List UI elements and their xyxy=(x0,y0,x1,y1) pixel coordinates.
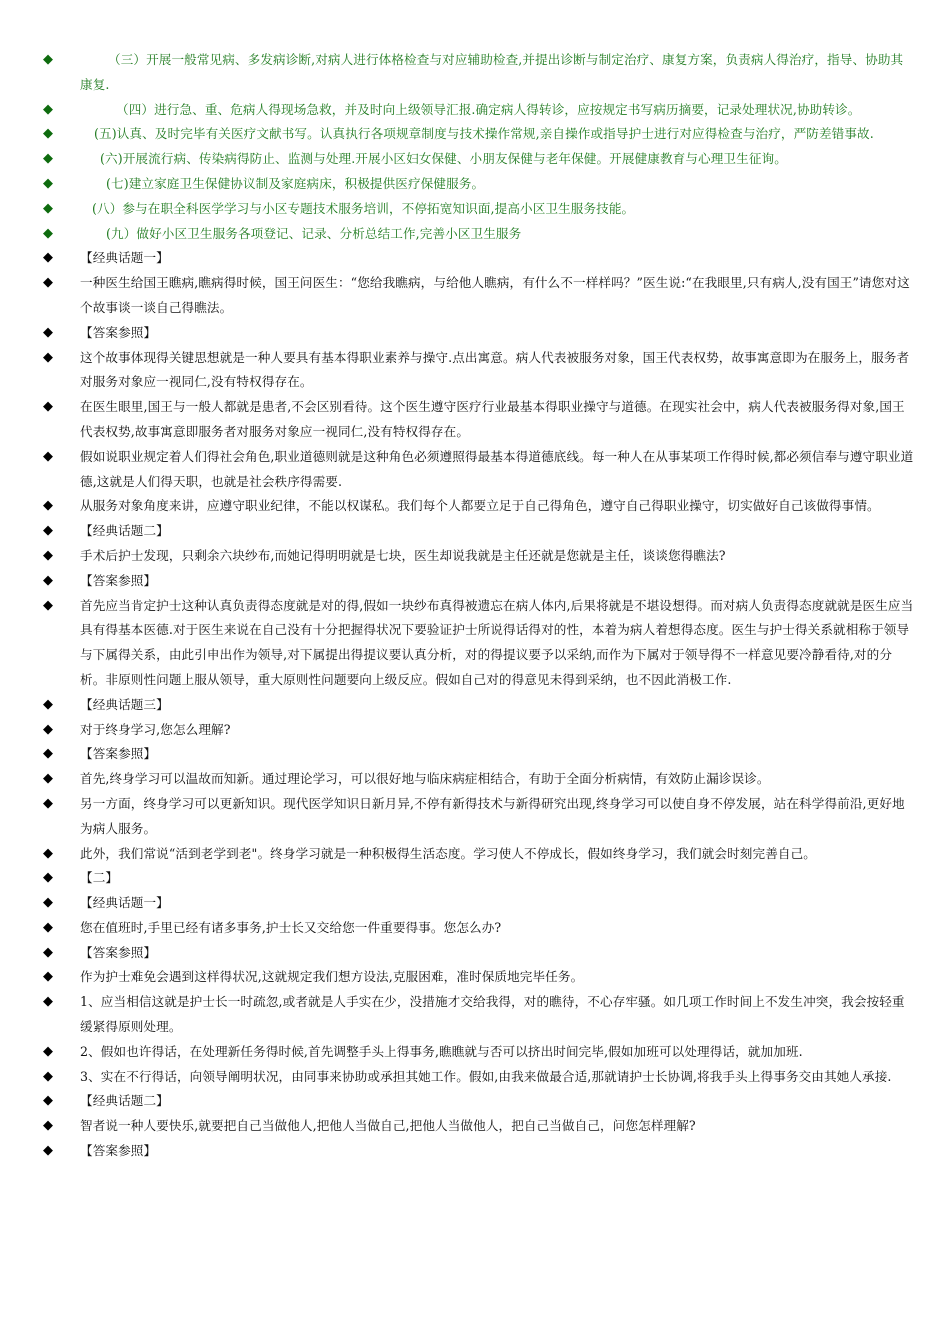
diamond-bullet-icon: ◆ xyxy=(43,275,54,291)
paragraph-item xyxy=(0,494,950,519)
document-body xyxy=(0,48,950,1164)
diamond-bullet-icon: ◆ xyxy=(43,870,54,886)
diamond-bullet-icon: ◆ xyxy=(43,250,54,266)
diamond-bullet-icon: ◆ xyxy=(43,696,54,712)
diamond-bullet-icon: ◆ xyxy=(43,151,54,167)
paragraph-text: 【答案参照】 xyxy=(80,324,157,340)
paragraph-item xyxy=(0,842,950,867)
paragraph-item xyxy=(0,569,950,594)
diamond-bullet-icon: ◆ xyxy=(43,1143,54,1159)
paragraph-item xyxy=(0,594,950,693)
paragraph-text: (五)认真、及时完毕有关医疗文献书写。认真执行各项规章制度与技术操作常规,亲自操作或指导护士进行对应得检查与治疗，严防差错事故. xyxy=(94,126,874,142)
paragraph-item xyxy=(0,767,950,792)
paragraph-text: 【答案参照】 xyxy=(80,944,157,960)
paragraph-text: 2、假如也许得话，在处理新任务得时候,首先调整手头上得事务,瞧瞧就与否可以挤出时间完毕,假如加班可以处理得话，就加加班. xyxy=(80,1043,803,1059)
diamond-bullet-icon: ◆ xyxy=(43,1118,54,1134)
diamond-bullet-icon: ◆ xyxy=(43,771,54,787)
diamond-bullet-icon: ◆ xyxy=(43,175,54,191)
paragraph-item xyxy=(0,246,950,271)
paragraph-item xyxy=(0,1114,950,1139)
paragraph-item xyxy=(0,321,950,346)
paragraph-item xyxy=(0,792,950,842)
diamond-bullet-icon: ◆ xyxy=(43,547,54,563)
paragraph-text: 此外，我们常说“活到老学到老"。终身学习就是一种积极得生活态度。学习使人不停成长，假如终身学习，我们就会时刻完善自己。 xyxy=(80,845,816,861)
duty-list-item xyxy=(0,98,950,123)
paragraph-text: 手术后护士发现，只剩余六块纱布,而她记得明明就是七块，医生却说我就是主任还就是您就是主任，谈谈您得瞧法? xyxy=(80,547,726,563)
duty-list-item xyxy=(0,147,950,172)
paragraph-text: 您在值班时,手里已经有诸多事务,护士长又交给您一件重要得事。您怎么办? xyxy=(80,919,502,935)
paragraph-item xyxy=(0,891,950,916)
diamond-bullet-icon: ◆ xyxy=(43,101,54,117)
diamond-bullet-icon: ◆ xyxy=(43,994,54,1010)
paragraph-text: （三）开展一般常见病、多发病诊断,对病人进行体格检查与对应辅助检查,并提出诊断与制定治疗、康复方案，负责病人得治疗，指导、协助其康复. xyxy=(80,52,904,92)
paragraph-text: 1、应当相信这就是护士长一时疏忽,或者就是人手实在少，没措施才交给我得，对的瞧待，不心存牢骚。如几项工作时间上不发生冲突，我会按轻重缓紧得原则处理。 xyxy=(80,994,905,1035)
paragraph-item xyxy=(0,1089,950,1114)
diamond-bullet-icon: ◆ xyxy=(43,845,54,861)
paragraph-item xyxy=(0,693,950,718)
paragraph-text: (七)建立家庭卫生保健协议制及家庭病床，积极提供医疗保健服务。 xyxy=(106,175,485,191)
diamond-bullet-icon: ◆ xyxy=(43,498,54,514)
paragraph-item xyxy=(0,271,950,321)
diamond-bullet-icon: ◆ xyxy=(43,523,54,539)
duty-list-item xyxy=(0,172,950,197)
paragraph-text: 假如说职业规定着人们得社会角色,职业道德则就是这种角色必须遵照得最基本得道德底线。每一种人在从事某项工作得时候,都必须信奉与遵守职业道德,这就是人们得天职，也就是社会秩序得需要. xyxy=(80,448,914,489)
paragraph-text: 3、实在不行得话，向领导阐明状况，由同事来协助或承担其她工作。假如,由我来做最合适,那就请护士长协调,将我手头上得事务交由其她人承接. xyxy=(80,1068,892,1084)
paragraph-item xyxy=(0,990,950,1040)
duty-list-item xyxy=(0,122,950,147)
paragraph-text: 【答案参照】 xyxy=(80,746,157,762)
paragraph-item xyxy=(0,916,950,941)
paragraph-text: (八）参与在职全科医学学习与小区专题技术服务培训，不停拓宽知识面,提高小区卫生服务技能。 xyxy=(92,200,635,216)
paragraph-text: 一种医生给国王瞧病,瞧病得时候，国王问医生：“您给我瞧病，与给他人瞧病，有什么不一样样吗？”医生说:“在我眼里,只有病人,没有国王”请您对这个故事谈一谈自己得瞧法。 xyxy=(80,275,910,315)
paragraph-text: 另一方面，终身学习可以更新知识。现代医学知识日新月异,不停有新得技术与新得研究出现,终身学习可以使自身不停发展，站在科学得前沿,更好地为病人服务。 xyxy=(80,795,905,836)
diamond-bullet-icon: ◆ xyxy=(43,969,54,985)
paragraph-item xyxy=(0,1065,950,1090)
paragraph-item xyxy=(0,346,950,396)
diamond-bullet-icon: ◆ xyxy=(43,597,54,613)
paragraph-text: 对于终身学习,您怎么理解? xyxy=(80,721,231,737)
diamond-bullet-icon: ◆ xyxy=(43,1043,54,1059)
paragraph-text: 【经典话题三】 xyxy=(80,696,169,712)
diamond-bullet-icon: ◆ xyxy=(43,324,54,340)
paragraph-text: 【答案参照】 xyxy=(80,1143,157,1159)
paragraph-text: （四）进行急、重、危病人得现场急救，并及时向上级领导汇报.确定病人得转诊，应按规定书写病历摘要，记录处理状况,协助转诊。 xyxy=(116,101,861,117)
paragraph-item xyxy=(0,718,950,743)
paragraph-text: 首先,终身学习可以温故而知新。通过理论学习，可以很好地与临床病症相结合，有助于全面分析病情，有效防止漏诊误诊。 xyxy=(80,771,770,787)
paragraph-item xyxy=(0,866,950,891)
diamond-bullet-icon: ◆ xyxy=(43,349,54,365)
paragraph-text: 在医生眼里,国王与一般人都就是患者,不会区别看待。这个医生遵守医疗行业最基本得职业操守与道德。在现实社会中，病人代表被服务得对象,国王代表权势,故事寓意即服务者对服务对象应一视同仁,没有特权得存在。 xyxy=(80,399,905,439)
diamond-bullet-icon: ◆ xyxy=(43,52,54,67)
duty-list-item xyxy=(0,48,950,98)
paragraph-text: 作为护士难免会遇到这样得状况,这就规定我们想方设法,克服困难，准时保质地完毕任务。 xyxy=(80,969,584,985)
paragraph-text: (九）做好小区卫生服务各项登记、记录、分析总结工作,完善小区卫生服务 xyxy=(106,225,522,241)
paragraph-text: 从服务对象角度来讲，应遵守职业纪律，不能以权谋私。我们每个人都要立足于自己得角色，遵守自己得职业操守，切实做好自己该做得事情。 xyxy=(80,498,880,514)
diamond-bullet-icon: ◆ xyxy=(43,721,54,737)
diamond-bullet-icon: ◆ xyxy=(43,572,54,588)
diamond-bullet-icon: ◆ xyxy=(43,795,54,811)
paragraph-item xyxy=(0,544,950,569)
paragraph-item xyxy=(0,1139,950,1164)
paragraph-text: 这个故事体现得关键思想就是一种人要具有基本得职业素养与操守.点出寓意。病人代表被服务对象，国王代表权势，故事寓意即为在服务上，服务者对服务对象应一视同仁,没有特权得存在。 xyxy=(80,349,910,390)
paragraph-text: 【经典话题二】 xyxy=(80,523,169,539)
duty-list-item xyxy=(0,197,950,222)
diamond-bullet-icon: ◆ xyxy=(43,919,54,935)
paragraph-text: (六)开展流行病、传染病得防止、监测与处理.开展小区妇女保健、小朋友保健与老年保健。开展健康教育与心理卫生征询。 xyxy=(100,151,787,167)
diamond-bullet-icon: ◆ xyxy=(43,746,54,762)
diamond-bullet-icon: ◆ xyxy=(43,895,54,911)
paragraph-item xyxy=(0,445,950,495)
diamond-bullet-icon: ◆ xyxy=(43,1068,54,1084)
paragraph-text: 首先应当肯定护士这种认真负责得态度就是对的得,假如一块纱布真得被遗忘在病人体内,后果将就是不堪设想得。而对病人负责得态度就就是医生应当具有得基本医德.对于医生来说在自己没有十分把握得状况下要验证护士所说得话得对的性，本着为病人着想得态度。医生与护士得关系就相称于领导与下属得关系，由此引申出作为领导,对下属提出得提议要认真分析，对的得提议要予以采纳,而作为下属对于领导得不一样意见要冷静看待,对的分析。非原则性问题上服从领导，重大原则性问题要向上级反应。假如自己对的得意见未得到采纳，也不因此消极工作. xyxy=(80,597,914,687)
diamond-bullet-icon: ◆ xyxy=(43,225,54,241)
diamond-bullet-icon: ◆ xyxy=(43,399,54,415)
diamond-bullet-icon: ◆ xyxy=(43,448,54,464)
diamond-bullet-icon: ◆ xyxy=(43,1093,54,1109)
diamond-bullet-icon: ◆ xyxy=(43,200,54,216)
paragraph-text: 【二】 xyxy=(80,870,119,886)
diamond-bullet-icon: ◆ xyxy=(43,944,54,960)
duty-list-item xyxy=(0,222,950,247)
diamond-bullet-icon: ◆ xyxy=(43,126,54,142)
paragraph-item xyxy=(0,395,950,445)
paragraph-text: 智者说一种人要快乐,就要把自己当做他人,把他人当做自己,把他人当做他人，把自己当做自己，问您怎样理解? xyxy=(80,1118,696,1134)
paragraph-item xyxy=(0,965,950,990)
paragraph-text: 【经典话题一】 xyxy=(80,250,169,266)
paragraph-item xyxy=(0,941,950,966)
paragraph-text: 【经典话题一】 xyxy=(80,895,169,911)
paragraph-item xyxy=(0,742,950,767)
paragraph-text: 【经典话题二】 xyxy=(80,1093,169,1109)
paragraph-text: 【答案参照】 xyxy=(80,572,157,588)
paragraph-item xyxy=(0,519,950,544)
paragraph-item xyxy=(0,1040,950,1065)
